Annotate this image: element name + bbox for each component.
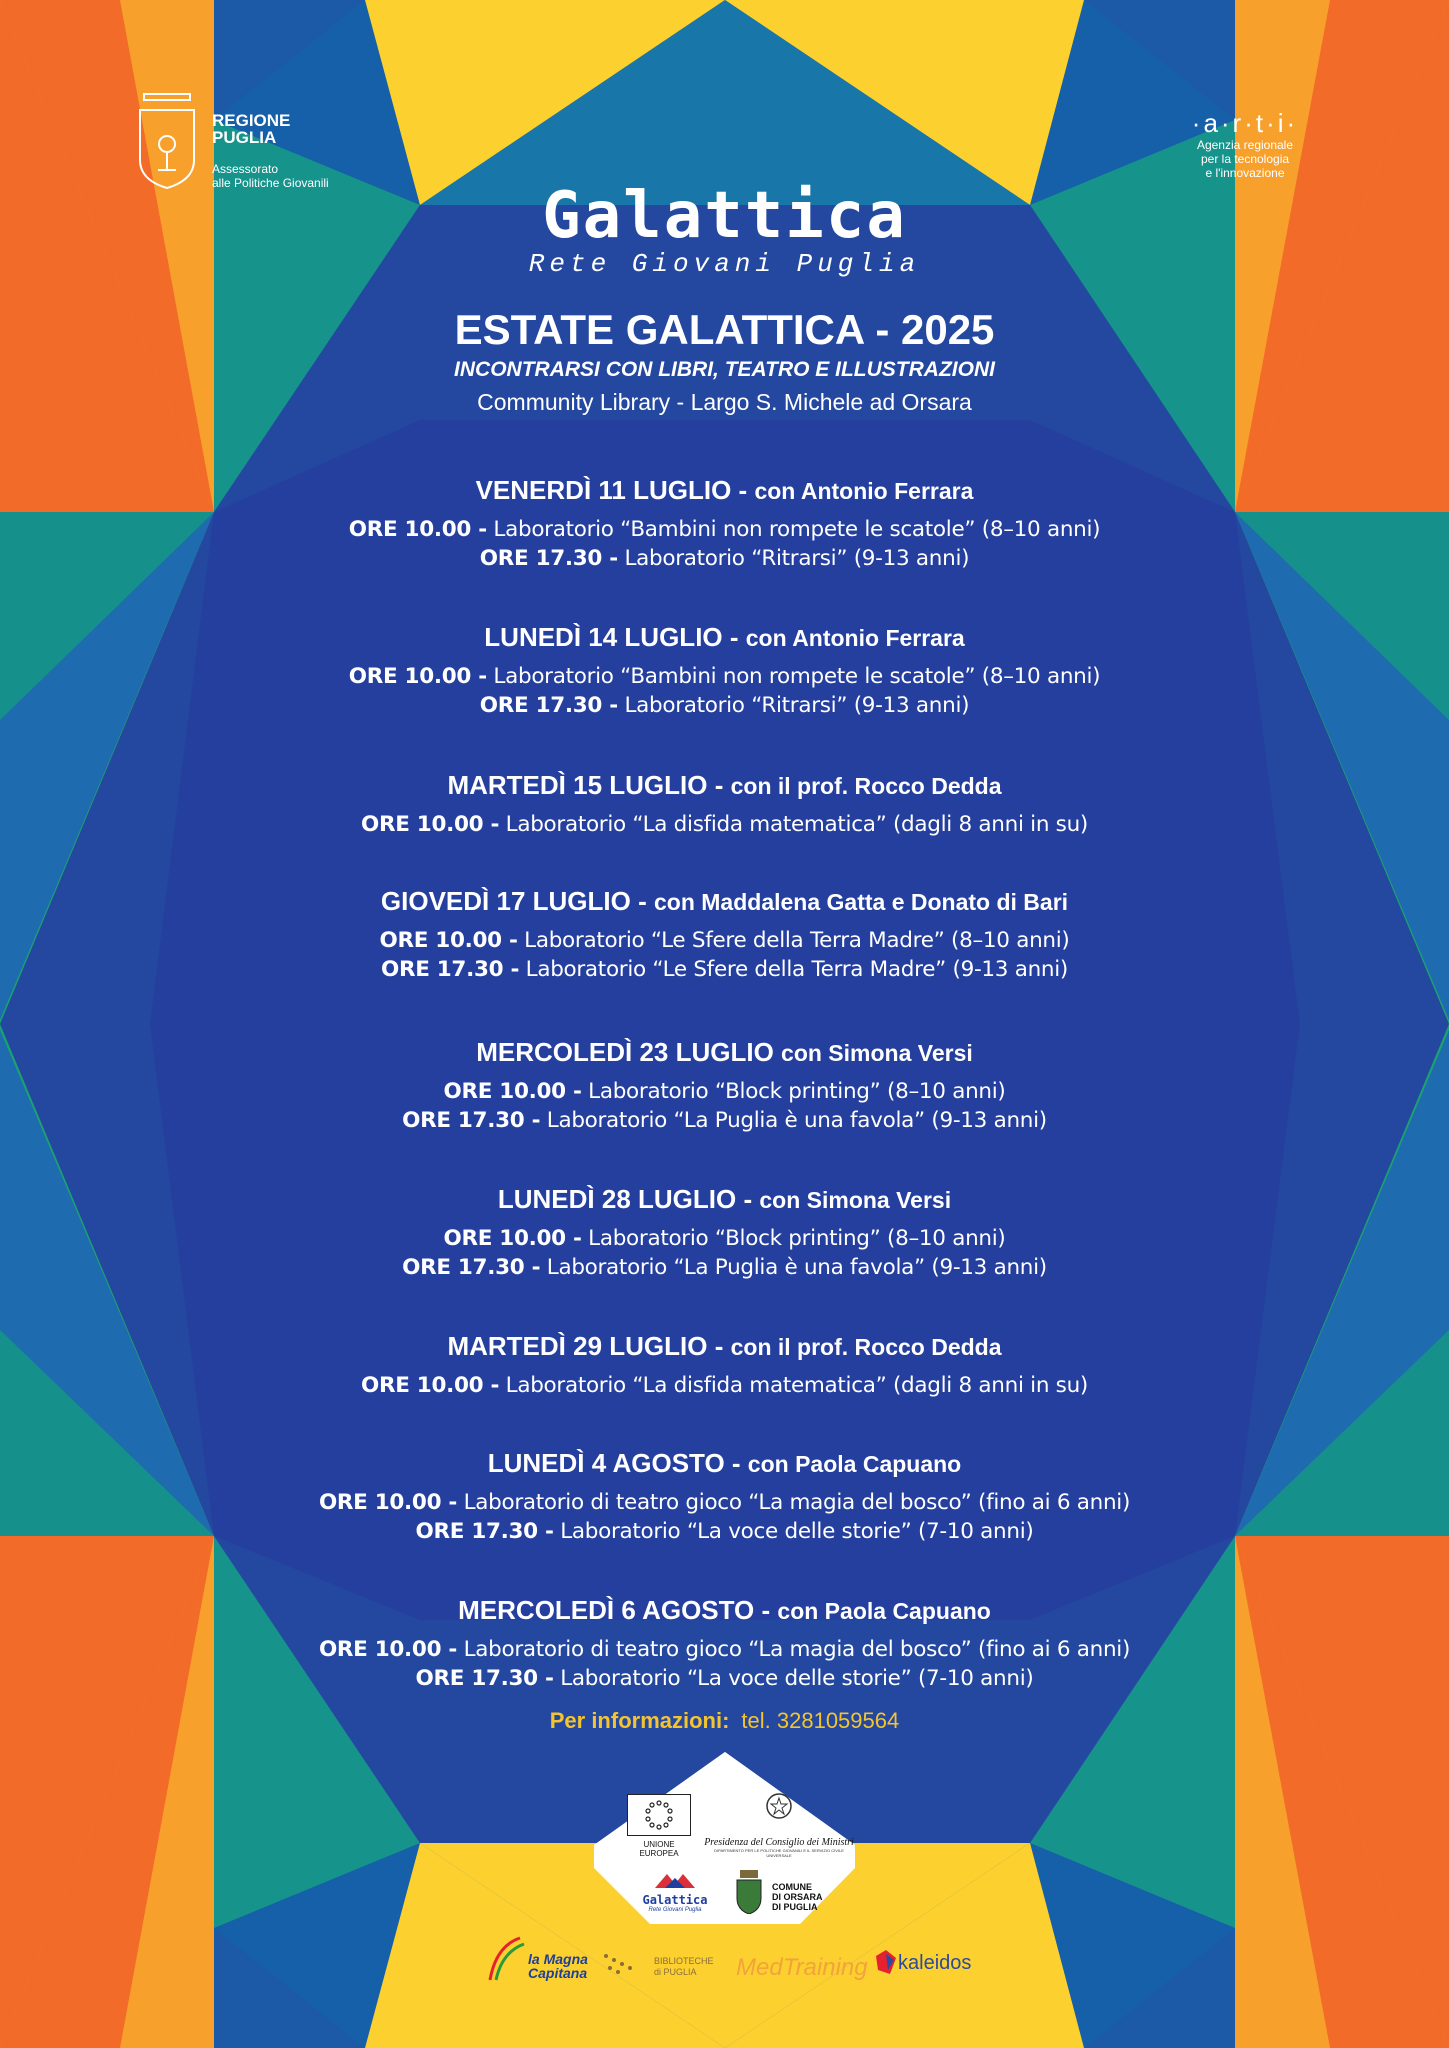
contact-info	[0, 1708, 1449, 1734]
event-activity: Laboratorio “Bambini non rompete le scatole” (8–10 anni)	[493, 517, 1101, 542]
comune-orsara-logo	[734, 1868, 844, 1916]
eu-flag-icon	[627, 1794, 691, 1836]
eu-caption: UNIONE EUROPEA	[639, 1840, 679, 1858]
event-item	[0, 617, 1449, 720]
event-line	[0, 1224, 1449, 1253]
event-item	[0, 1590, 1449, 1693]
galattica-brand	[0, 180, 1449, 278]
event-date: MERCOLEDÌ 6 AGOSTO -	[458, 1595, 771, 1625]
event-time: ORE 10.00 -	[348, 517, 487, 542]
event-line	[0, 1664, 1449, 1693]
event-item	[0, 1326, 1449, 1400]
event-line	[0, 544, 1449, 573]
event-line	[0, 515, 1449, 544]
eu-logo	[626, 1794, 692, 1858]
arti-description: Agenzia regionale per la tecnologia e l'innovazione	[1196, 138, 1294, 180]
event-time: ORE 17.30 -	[402, 1255, 541, 1280]
event-host: con il prof. Rocco Dedda	[730, 773, 1002, 799]
event-time: ORE 17.30 -	[402, 1108, 541, 1133]
event-activity: Laboratorio “Le Sfere della Terra Madre” (8–10 anni)	[524, 928, 1070, 953]
event-host: con il prof. Rocco Dedda	[730, 1334, 1002, 1360]
event-date: MARTEDÌ 15 LUGLIO -	[447, 770, 724, 800]
event-time: ORE 10.00 -	[360, 812, 500, 837]
event-title	[0, 470, 1449, 511]
event-activity: Laboratorio “La Puglia è una favola” (9-13 anni)	[546, 1108, 1047, 1133]
event-activity: Laboratorio “La voce delle storie” (7-10 anni)	[560, 1666, 1034, 1691]
event-line	[0, 1635, 1449, 1664]
page-subtitle: INCONTRARSI CON LIBRI, TEATRO E ILLUSTRAZIONI	[454, 358, 995, 381]
phone-link[interactable]: tel. 3281059564	[741, 1708, 900, 1733]
event-activity: Laboratorio “La Puglia è una favola” (9-13 anni)	[546, 1255, 1047, 1280]
event-activity: Laboratorio “Bambini non rompete le scatole” (8–10 anni)	[493, 664, 1101, 689]
sponsor-magna-capitana: la Magna Capitana	[528, 1951, 588, 1981]
regione-shield-icon	[136, 88, 198, 192]
event-activity: Laboratorio “La disfida matematica” (dagli 8 anni in su)	[505, 1373, 1089, 1398]
brand-tagline: Rete Giovani Puglia	[528, 249, 921, 279]
event-time: ORE 10.00 -	[379, 928, 518, 953]
event-time: ORE 17.30 -	[415, 1666, 554, 1691]
sponsor-kaleidos: kaleidos	[898, 1952, 972, 1974]
event-line	[0, 1517, 1449, 1546]
event-item	[0, 1443, 1449, 1546]
galattica-shape-icon	[645, 1874, 705, 1888]
event-activity: Laboratorio “Ritrarsi” (9-13 anni)	[624, 546, 970, 571]
event-title	[0, 881, 1449, 922]
presidenza-caption: Presidenza del Consiglio dei Ministri	[704, 1837, 854, 1848]
biblioteche-icon	[600, 1950, 640, 1980]
galattica-mini-tag: Rete Giovani Puglia	[648, 1907, 702, 1913]
event-activity: Laboratorio “Block printing” (8–10 anni)	[588, 1079, 1006, 1104]
event-line	[0, 1488, 1449, 1517]
event-line	[0, 1077, 1449, 1106]
event-activity: Laboratorio “La disfida matematica” (dagli 8 anni in su)	[505, 812, 1089, 837]
event-item	[0, 1179, 1449, 1282]
italian-emblem-icon	[764, 1790, 794, 1826]
event-title	[0, 1590, 1449, 1631]
event-time: ORE 17.30 -	[479, 693, 618, 718]
arti-mark: ·a·r·t·i·	[1191, 108, 1299, 138]
presidenza-subcaption: DIPARTIMENTO PER LE POLITICHE GIOVANILI E IL SERVIZIO CIVILE UNIVERSALE	[714, 1848, 844, 1858]
event-time: ORE 10.00 -	[348, 664, 487, 689]
event-date: MARTEDÌ 29 LUGLIO -	[447, 1331, 724, 1361]
event-activity: Laboratorio “Block printing” (8–10 anni)	[588, 1226, 1006, 1251]
event-line	[0, 691, 1449, 720]
location: Community Library - Largo S. Michele ad Orsara	[477, 389, 972, 415]
magna-capitana-icon	[486, 1936, 526, 1982]
sponsor-biblioteche: BIBLIOTECHE di PUGLIA	[654, 1956, 714, 1977]
event-host: con Antonio Ferrara	[754, 478, 974, 504]
event-host: con Antonio Ferrara	[745, 625, 965, 651]
info-label: Per informazioni:	[549, 1708, 730, 1733]
event-time: ORE 10.00 -	[318, 1490, 458, 1515]
event-date: MERCOLEDÌ 23 LUGLIO	[476, 1037, 782, 1067]
event-time: ORE 17.30 -	[479, 546, 618, 571]
event-time: ORE 17.30 -	[415, 1519, 554, 1544]
event-line	[0, 1253, 1449, 1282]
galattica-mini-name: Galattica	[642, 1893, 708, 1907]
event-date: LUNEDÌ 14 LUGLIO -	[484, 622, 739, 652]
event-date: LUNEDÌ 4 AGOSTO -	[487, 1448, 741, 1478]
event-heading	[0, 304, 1449, 420]
event-host: con Simona Versi	[759, 1187, 952, 1213]
event-time: ORE 10.00 -	[443, 1079, 582, 1104]
regione-name: REGIONE PUGLIA	[212, 111, 291, 147]
event-line	[0, 662, 1449, 691]
event-host: con Maddalena Gatta e Donato di Bari	[653, 889, 1069, 915]
event-activity: Laboratorio “Ritrarsi” (9-13 anni)	[624, 693, 970, 718]
event-item	[0, 765, 1449, 839]
event-activity: Laboratorio “Le Sfere della Terra Madre” (9-13 anni)	[525, 957, 1069, 982]
event-title	[0, 617, 1449, 658]
sponsor-medtraining: MedTraining	[736, 1954, 868, 1981]
event-title	[0, 1326, 1449, 1367]
event-line	[0, 810, 1449, 839]
regione-subtitle: Assessorato alle Politiche Giovanili	[212, 162, 329, 190]
event-date: LUNEDÌ 28 LUGLIO -	[497, 1184, 753, 1214]
event-title	[0, 765, 1449, 806]
event-activity: Laboratorio di teatro gioco “La magia del bosco” (fino ai 6 anni)	[463, 1637, 1131, 1662]
event-activity: Laboratorio di teatro gioco “La magia del bosco” (fino ai 6 anni)	[463, 1490, 1131, 1515]
brand-name: Galattica	[542, 179, 907, 253]
event-item	[0, 1032, 1449, 1135]
comune-name: COMUNE DI ORSARA DI PUGLIA	[772, 1882, 823, 1912]
event-host: con Paola Capuano	[747, 1451, 962, 1477]
event-date: GIOVEDÌ 17 LUGLIO -	[380, 886, 647, 916]
event-title	[0, 1032, 1449, 1073]
event-line	[0, 1106, 1449, 1135]
event-line	[0, 926, 1449, 955]
event-activity: Laboratorio “La voce delle storie” (7-10 anni)	[560, 1519, 1034, 1544]
presidenza-logo	[704, 1790, 854, 1858]
event-time: ORE 10.00 -	[318, 1637, 458, 1662]
event-host: con Paola Capuano	[777, 1598, 991, 1624]
page-title: ESTATE GALATTICA - 2025	[454, 306, 995, 353]
event-line	[0, 955, 1449, 984]
kaleidos-icon	[876, 1950, 896, 1974]
event-title	[0, 1179, 1449, 1220]
event-time: ORE 10.00 -	[360, 1373, 500, 1398]
event-host: con Simona Versi	[781, 1040, 973, 1066]
event-line	[0, 1371, 1449, 1400]
galattica-mini-logo	[640, 1874, 710, 1913]
event-date: VENERDÌ 11 LUGLIO -	[475, 475, 748, 505]
comune-crest-icon	[734, 1868, 764, 1914]
event-item	[0, 470, 1449, 573]
event-title	[0, 1443, 1449, 1484]
event-time: ORE 10.00 -	[443, 1226, 582, 1251]
event-time: ORE 17.30 -	[380, 957, 520, 982]
event-item	[0, 881, 1449, 984]
